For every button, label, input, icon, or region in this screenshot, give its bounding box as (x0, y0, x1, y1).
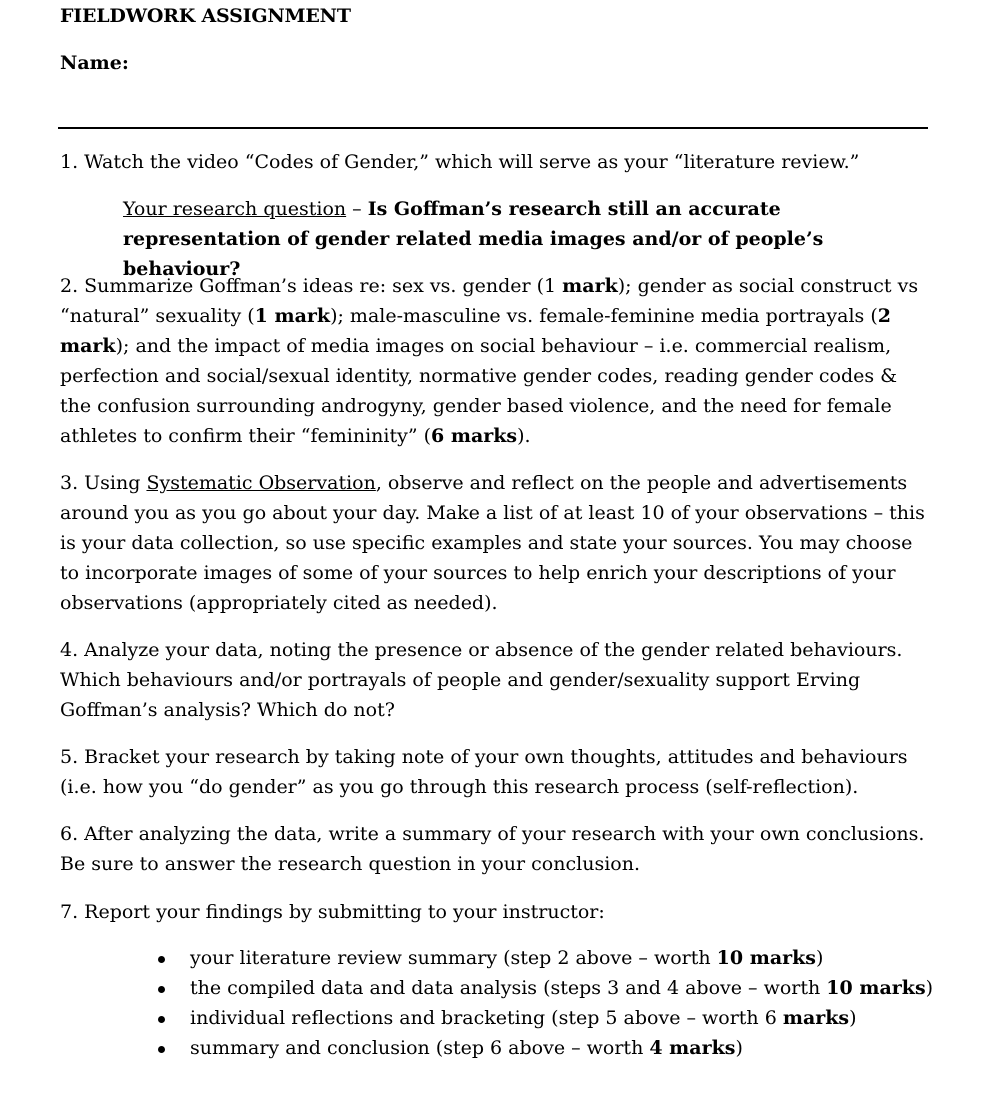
step-1: 1. Watch the video “Codes of Gender,” which will serve as your “literature review.” (60, 151, 860, 173)
step-2: 2. Summarize Goffman’s ideas re: sex vs. gender (1 mark); gender as social construct vs “natural” sexuality (1 mark); male-masculine vs. female-feminine media portrayals (2 mark); and the impact of media images on social behaviour – i.e. commercial realism, perfection and social/sexual identity, normative gender codes, reading gender codes & the confusion surrounding androgyny, gender based violence, and the need for female athletes to confirm their “femininity” (6 marks). (60, 275, 919, 447)
step-3: 3. Using Systematic Observation, observe and reflect on the people and advertisements around you as you go about your day. Make a list of at least 10 of your observations – this is your data collection, so use specific examples and state your sources. You may choose to incorporate images of some of your sources to help enrich your descriptions of your observations (appropriately cited as needed). (60, 472, 925, 614)
list-item: summary and conclusion (step 6 above – worth 4 marks) (150, 1033, 933, 1063)
systematic-observation-link: Systematic Observation (146, 472, 376, 494)
step-6: 6. After analyzing the data, write a summary of your research with your own conclusions. Be sure to answer the research question in your conclusion. (60, 823, 925, 875)
research-question-label: Your research question (123, 198, 347, 220)
bullet-icon (158, 986, 165, 993)
document-title: FIELDWORK ASSIGNMENT (60, 5, 351, 27)
name-line-divider (58, 127, 928, 129)
list-item: the compiled data and data analysis (steps 3 and 4 above – worth 10 marks) (150, 973, 933, 1003)
submission-list (150, 943, 933, 1063)
research-question-text: Is Goffman’s research still an accurate representation of gender related media images and/or of people’s behaviour? (123, 198, 824, 280)
list-item: individual reflections and bracketing (step 5 above – worth 6 marks) (150, 1003, 933, 1033)
list-item: your literature review summary (step 2 above – worth 10 marks) (150, 943, 933, 973)
bullet-icon (158, 1016, 165, 1023)
bullet-icon (158, 956, 165, 963)
bullet-icon (158, 1046, 165, 1053)
research-question: Your research question – Is Goffman’s research still an accurate representation of gender related media images and/or of people’s behaviour? (123, 198, 824, 280)
step-5: 5. Bracket your research by taking note of your own thoughts, attitudes and behaviours (i.e. how you “do gender” as you go through this research process (self-reflection). (60, 746, 908, 798)
step-4: 4. Analyze your data, noting the presence or absence of the gender related behaviours. Which behaviours and/or portrayals of people and gender/sexuality support Erving Goffman’s analysis? Which do not? (60, 639, 903, 721)
step-7: 7. Report your findings by submitting to your instructor: (60, 901, 605, 923)
name-label: Name: (60, 52, 129, 74)
